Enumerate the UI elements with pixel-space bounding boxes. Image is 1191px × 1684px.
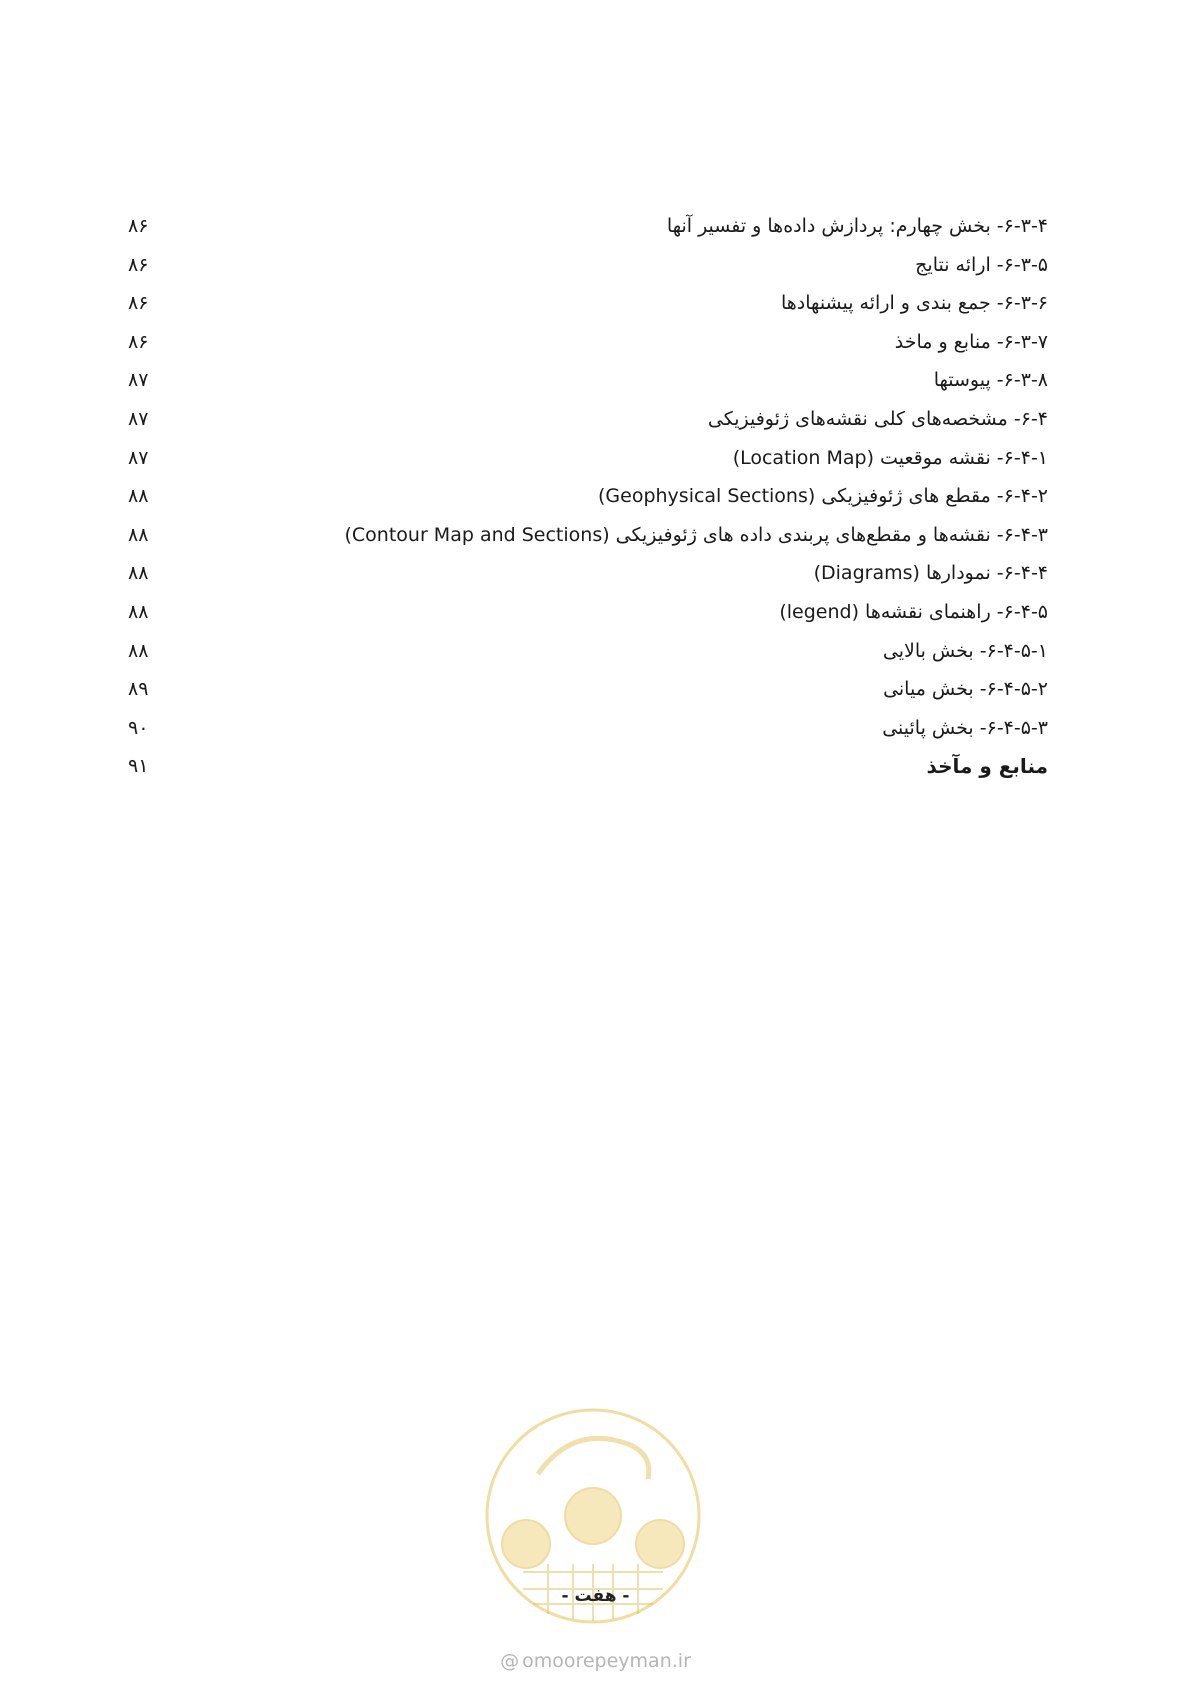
watermark (0, 1650, 1191, 1672)
toc-entry-title: ۶-۴-۵-۳- بخش پائینی (882, 716, 1048, 739)
toc-entry-title: ۶-۴-۵- راهنمای نقشه‌ها (legend) (779, 600, 1048, 623)
toc-entry (128, 253, 1048, 292)
toc-entry-page: ۸۶ (128, 292, 149, 315)
toc-entry (128, 561, 1048, 600)
toc-entry-title: ۶-۴-۵-۲- بخش میانی (883, 678, 1048, 701)
page-number: - هفت - (561, 1586, 630, 1606)
toc-entry (128, 368, 1048, 407)
toc-entry-page: ۸۶ (128, 330, 149, 353)
toc-entry-title: ۶-۴-۵-۱- بخش بالایی (882, 639, 1048, 662)
toc-entry-page: ۸۷ (128, 407, 149, 430)
toc-entry-page: ۸۸ (128, 639, 149, 662)
at-icon: @ (500, 1650, 520, 1672)
toc-entry (128, 291, 1048, 330)
toc-entry-title: ۶-۳-۴- بخش چهارم: پردازش داده‌ها و تفسیر آنها (666, 215, 1048, 237)
toc-entry-page: ۸۶ (128, 215, 149, 237)
toc-entry (128, 677, 1048, 716)
toc-entry (128, 407, 1048, 446)
toc-entry-page: ۸۷ (128, 369, 149, 392)
toc-entry-page: ۸۸ (128, 562, 149, 585)
toc-entry (128, 639, 1048, 678)
toc-entry (128, 330, 1048, 369)
toc-entry-page: ۸۹ (128, 678, 149, 701)
toc-entry-title: منابع و مآخذ (926, 754, 1048, 779)
toc-entry-title: ۶-۴-۴- نمودارها (Diagrams) (813, 562, 1048, 585)
toc-entry-page: ۸۶ (128, 253, 149, 276)
toc-entry (128, 484, 1048, 523)
toc-entry-title: ۶-۳-۶- جمع بندی و ارائه پیشنهادها (781, 292, 1048, 315)
toc-entry-page: ۸۸ (128, 485, 149, 508)
toc-entry-title: ۶-۳-۸- پیوستها (933, 369, 1048, 392)
toc-entry-title: ۶-۳-۷- منابع و ماخذ (894, 330, 1048, 353)
table-of-contents (128, 214, 1048, 793)
toc-entry-page: ۹۱ (128, 755, 149, 778)
toc-entry (128, 600, 1048, 639)
toc-entry-title: ۶-۳-۵- ارائه نتایج (915, 253, 1048, 276)
toc-entry-page: ۸۸ (128, 600, 149, 623)
toc-entry (128, 716, 1048, 755)
toc-entry-page: ۸۷ (128, 446, 149, 469)
toc-entry (128, 446, 1048, 485)
toc-entry-title: ۶-۴-۲- مقطع های ژئوفیزیکی (Geophysical Sections) (597, 485, 1048, 508)
toc-entry-title: ۶-۴-۳- نقشه‌ها و مقطع‌های پربندی داده های ژئوفیزیکی (Contour Map and Sections) (344, 523, 1048, 546)
toc-entry-title: ۶-۴-۱- نقشه موقعیت (Location Map) (732, 446, 1048, 469)
watermark-text: omoorepeyman.ir (522, 1650, 691, 1672)
toc-entry-page: ۸۸ (128, 523, 149, 546)
toc-entry (128, 523, 1048, 562)
toc-entry (128, 754, 1048, 793)
toc-entry-title: ۶-۴- مشخصه‌های کلی نقشه‌های ژئوفیزیکی (707, 407, 1048, 430)
toc-entry (128, 214, 1048, 253)
toc-entry-page: ۹۰ (128, 716, 149, 739)
